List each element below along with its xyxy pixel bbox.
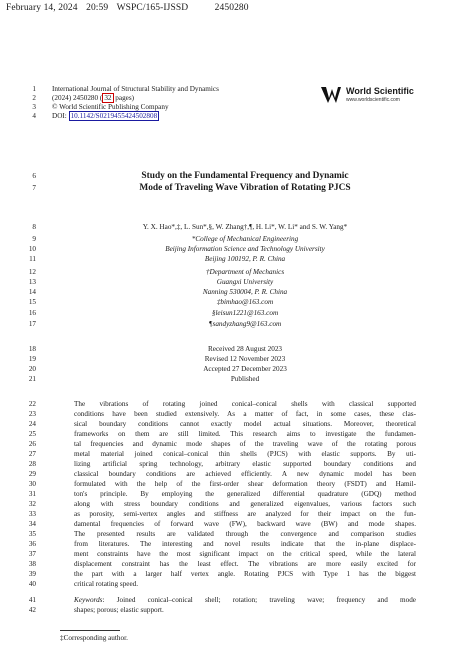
line-number: 8 <box>32 223 36 231</box>
line-number: 34 <box>28 520 36 528</box>
volume-info: (2024) 2450280 ( 32 pages) <box>52 94 135 102</box>
affiliation-line: Nanning 530004, P. R. China <box>202 288 288 296</box>
line-number: 7 <box>32 184 36 192</box>
abstract-line: tal frequencies and dynamic mode shapes of the traveling wave of the rotating porous <box>74 440 416 448</box>
affiliation-line: Guangxi University <box>216 278 274 286</box>
header-journal-code: WSPC/165-IJSSD <box>116 3 189 13</box>
published-date: Published <box>230 375 260 383</box>
affiliation-line: *College of Mechanical Engineering <box>191 235 299 243</box>
publisher-name: World Scientific <box>346 86 414 96</box>
abstract-line: lizing artificial spring technology, arbitrary elastic supported boundary conditions and <box>74 460 416 468</box>
keywords-line: Keywords: Joined conical–conical shell; rotation; traveling wave; frequency and mode <box>74 596 416 604</box>
world-scientific-logo-icon <box>320 85 342 105</box>
footnote-rule <box>60 630 120 631</box>
line-number: 6 <box>32 172 36 180</box>
author-email[interactable]: §leisun1221@163.com <box>211 309 279 317</box>
line-number: 23 <box>28 410 36 418</box>
copyright: © World Scientific Publishing Company <box>52 103 169 111</box>
doi-line: DOI: 10.1142/S0219455424502808 <box>52 112 158 120</box>
abstract-line: the part with a larger half vertex angle. Rotating PJCS with Type 1 has the biggest <box>74 570 416 578</box>
keywords-label: Keywords <box>74 596 103 604</box>
author-email[interactable]: ‡bimhao@163.com <box>216 298 274 306</box>
line-number: 3 <box>32 103 36 111</box>
line-number: 18 <box>28 345 36 353</box>
line-number: 1 <box>32 85 36 93</box>
publisher-url: www.worldscientific.com <box>346 97 400 103</box>
line-number: 14 <box>28 288 36 296</box>
line-number: 10 <box>28 245 36 253</box>
line-number: 36 <box>28 540 36 548</box>
header-time: 20:59 <box>86 3 109 13</box>
abstract-line: displacement constraint has the least effect. The vibrations are more easily excited for <box>74 560 416 568</box>
abstract-line: frameworks on them are still limited. This research aims to investigate the fundamen- <box>74 430 416 438</box>
line-number: 19 <box>28 355 36 363</box>
abstract-line: metal material joined conical–conical thin shells (PJCS) with elastic supports. By uti- <box>74 450 416 458</box>
abstract-line: along with stress boundary conditions and generalized eigenvalues, various factors such <box>74 500 416 508</box>
line-number: 21 <box>28 375 36 383</box>
line-number: 27 <box>28 450 36 458</box>
abstract-line: classical boundary conditions are achieved efficiently. A new dynamic model has been <box>74 470 416 478</box>
line-number: 17 <box>28 320 36 328</box>
line-number: 38 <box>28 560 36 568</box>
footnote: ‡Corresponding author. <box>60 634 128 642</box>
abstract-line: conditions have been studied extensively. As a matter of fact, in some cases, these clas- <box>74 410 416 418</box>
line-number: 9 <box>32 235 36 243</box>
line-number: 22 <box>28 400 36 408</box>
line-number: 11 <box>29 255 36 263</box>
line-number: 32 <box>28 500 36 508</box>
affiliation-line: Beijing 100192, P. R. China <box>204 255 286 263</box>
line-number: 20 <box>28 365 36 373</box>
line-number: 35 <box>28 530 36 538</box>
abstract-line: as porosity, semi-vertex angles and stiffness are analyzed for their impact on the fun- <box>74 510 416 518</box>
doi-link[interactable]: 10.1142/S0219455424502808 <box>70 112 158 120</box>
line-number: 29 <box>28 470 36 478</box>
line-number: 37 <box>28 550 36 558</box>
accepted-date: Accepted 27 December 2023 <box>203 365 287 373</box>
abstract-line: The presented results are validated through the convergence and comparison studies <box>74 530 416 538</box>
abstract-line: from literatures. The interesting and novel results indicate that the in-plane displace- <box>74 540 416 548</box>
received-date: Received 28 August 2023 <box>207 345 283 353</box>
line-number: 41 <box>28 596 36 604</box>
abstract-line: ton's principle. By employing the generalized differential quadrature (GDQ) method <box>74 490 416 498</box>
running-header <box>6 3 255 13</box>
abstract-line: ment constraints have the most significant impact on the critical speed, while the lateral <box>74 550 416 558</box>
page-count-link[interactable]: 32 <box>104 94 112 102</box>
line-number: 28 <box>28 460 36 468</box>
line-number: 26 <box>28 440 36 448</box>
abstract-line: formulated with the help of the first-order shear deformation theory (FSDT) and Hamil- <box>74 480 416 488</box>
line-number: 12 <box>28 268 36 276</box>
header-doc-number: 2450280 <box>214 3 249 13</box>
line-number: 25 <box>28 430 36 438</box>
author-list: Y. X. Hao*,‡, L. Sun*,§, W. Zhang†,¶, H. Li*, W. Li* and S. W. Yang* <box>142 223 348 231</box>
line-number: 31 <box>28 490 36 498</box>
line-number: 2 <box>32 94 36 102</box>
line-number: 13 <box>28 278 36 286</box>
abstract-line: The vibrations of rotating joined conical–conical shells with classical supported <box>74 400 416 408</box>
line-number: 16 <box>28 309 36 317</box>
line-number: 4 <box>32 112 36 120</box>
revised-date: Revised 12 November 2023 <box>204 355 286 363</box>
header-date: February 14, 2024 <box>6 3 78 13</box>
line-number: 30 <box>28 480 36 488</box>
abstract-line: damental frequencies of forward wave (FW), backward wave (BW) and mode shapes. <box>74 520 416 528</box>
affiliation-line: Beijing Information Science and Technology University <box>165 245 325 253</box>
abstract-line: sical boundary conditions cannot exactly model actual situations. Moreover, theoretical <box>74 420 416 428</box>
journal-name: International Journal of Structural Stability and Dynamics <box>52 85 219 93</box>
paper-title-line: Study on the Fundamental Frequency and Dynamic <box>141 171 349 181</box>
line-number: 39 <box>28 570 36 578</box>
line-number: 42 <box>28 606 36 614</box>
affiliation-line: †Department of Mechanics <box>205 268 285 276</box>
author-email[interactable]: ¶sandyzhang9@163.com <box>208 320 282 328</box>
line-number: 24 <box>28 420 36 428</box>
line-number: 40 <box>28 580 36 588</box>
keywords-line: shapes; porous; elastic support. <box>74 606 164 614</box>
line-number: 33 <box>28 510 36 518</box>
paper-title-line: Mode of Traveling Wave Vibration of Rotating PJCS <box>139 183 351 193</box>
abstract-line: critical rotating speed. <box>74 580 139 588</box>
line-number: 15 <box>28 298 36 306</box>
